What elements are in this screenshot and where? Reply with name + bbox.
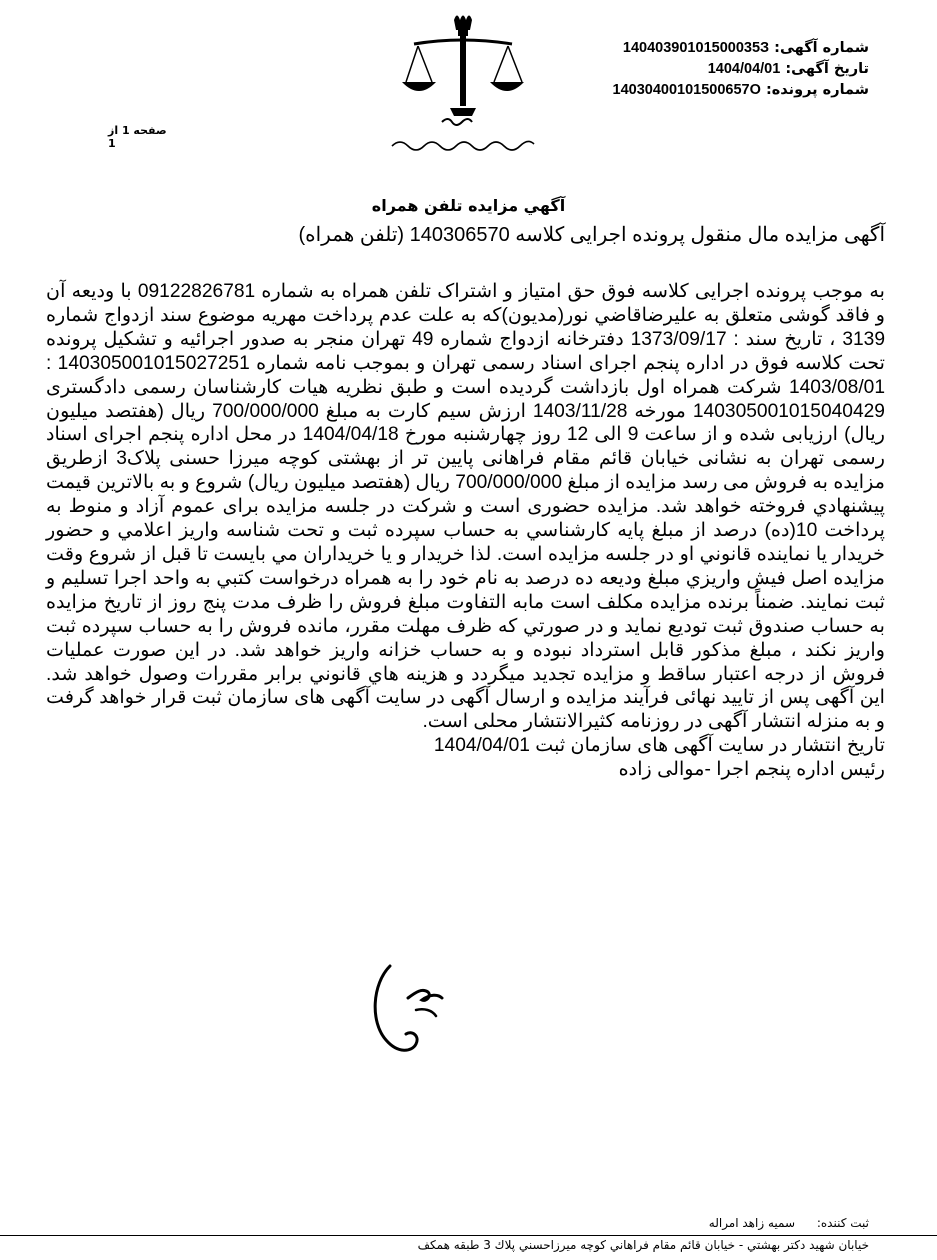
notice-number-label: شماره آگهی: bbox=[774, 40, 869, 56]
signature-icon bbox=[346, 936, 476, 1076]
signatory-line: رئیس اداره پنجم اجرا -موالی زاده bbox=[618, 759, 885, 781]
notice-paragraph: به موجب پرونده اجرایی کلاسه فوق حق امتیاز و اشتراک تلفن همراه به شماره 09122826781 با ودیعه آن و فاقد گوشی متعلق به عليرضاقاضي نور(مدیون)که به علت عدم پرداخت مهریه موضوع سند ازدواج شماره 3139 ، تاریخ سند : 1373/09/17 دفترخانه ازدواج شماره 49 تهران منجر به صدور اجرائیه و تشکیل پرونده تحت کلاسه فوق در اداره پنجم اجرای اسناد رسمی تهران و بموجب نامه شماره 140305001015027251 : 1403/08/01 شرکت همراه اول بازداشت گردیده است و طبق نظریه هیات کارشناسان رسمی دادگستری 140305001015040429 مورخه 1403/11/28 ارزش سیم کارت به مبلغ 700/000/000 ریال (هفتصد میلیون ریال) ارزیابی شده و از ساعت 9 الی 12 روز چهارشنبه مورخ 1404/04/18 در محل اداره پنجم اجرای اسناد رسمی تهران به نشانی خیابان قائم مقام فراهانی پایین تر از بهشتی کوچه میرزا حسنی پلاک3 ازطریق مزایده به فروش می رسد مزایده از مبلغ 700/000/000 ریال (هفتصد میلیون ریال) شروع و به بالاترين قيمت پيشنهادي فروخته خواهد شد. مزایده حضوری است و شرکت در جلسه مزایده برای عموم آزاد و منوط به پرداخت 10(ده) درصد از مبلغ پایه كارشناسي به حساب سپرده ثبت و تحت شناسه واريز اعلامي و حضور خريدار يا نماينده قانوني او در جلسه مزايده است. لذا خريدار و يا خريداران مي بايست تا قبل از شروع وقت مزايده اصل فيش واريزي مبلغ وديعه ده درصد به نام خود را به همراه درخواست كتبي به واحد اجرا تسليم و ثبت نمايند. ضمناً برنده مزايده مکلف است مابه التفاوت مبلغ فروش را ظرف مدت پنج روز از تاریخ مزایده به حساب صندوق ثبت تودیع نماید و در صورتي كه ظرف مهلت مقرر، مانده فروش را به حساب سپرده ثبت واريز نكند ، مبلغ مذكور قابل استرداد نبوده و به حساب خزانه واريز خواهد شد. در اين صورت عمليات فروش از درجه اعتبار ساقط و مزايده تجديد ميگردد و هزينه هاي قانوني برابر مقررات وصول خواهد شد. این آگهی پس از تایید نهائی فرآیند مزایده و ارسال آگهی در سایت آگهی های سازمان ثبت قرار خواهد گرفت و به منزله انتشار آگهی در روزنامه کثیرالانتشار محلی است. bbox=[46, 281, 886, 733]
case-number-row bbox=[509, 80, 869, 101]
notice-body bbox=[46, 280, 885, 782]
case-number-label: شماره پرونده: bbox=[765, 82, 869, 98]
case-number-value: 14030400101500657О bbox=[612, 82, 761, 98]
notice-date-label: تاریخ آگهی: bbox=[785, 61, 869, 77]
scales-of-justice-icon bbox=[384, 6, 544, 162]
notice-number-value: 14040390101500035З bbox=[622, 40, 770, 56]
publication-date-line: تاریخ انتشار در سایت آگهی های سازمان ثبت 1404/04/01 bbox=[433, 735, 885, 757]
footer-divider bbox=[0, 1235, 937, 1236]
notice-number-row bbox=[509, 38, 869, 59]
notice-date-row bbox=[509, 59, 869, 80]
notice-date-value: 1404/04/01 bbox=[707, 61, 781, 77]
office-address: خيابان شهيد دكتر بهشتي - خيابان قائم مقام فراهاني كوچه ميرزاحسني پلاك 3 طبقه همكف bbox=[417, 1238, 869, 1252]
judiciary-logo bbox=[384, 6, 544, 162]
page-indicator: صفحه 1 از 1 bbox=[108, 124, 167, 150]
registrar-label: ثبت کننده: bbox=[816, 1216, 869, 1230]
notice-title: آگهي مزايده تلفن همراه bbox=[371, 196, 566, 215]
notice-header bbox=[509, 38, 869, 101]
notice-subtitle: آگهی مزایده مال منقول پرونده اجرایی کلاسه 140306570 (تلفن همراه) bbox=[298, 224, 885, 246]
handwritten-signature bbox=[346, 936, 476, 1076]
registrar-name: سميه زاهد امراله bbox=[708, 1216, 796, 1230]
registrar-line bbox=[709, 1216, 869, 1230]
